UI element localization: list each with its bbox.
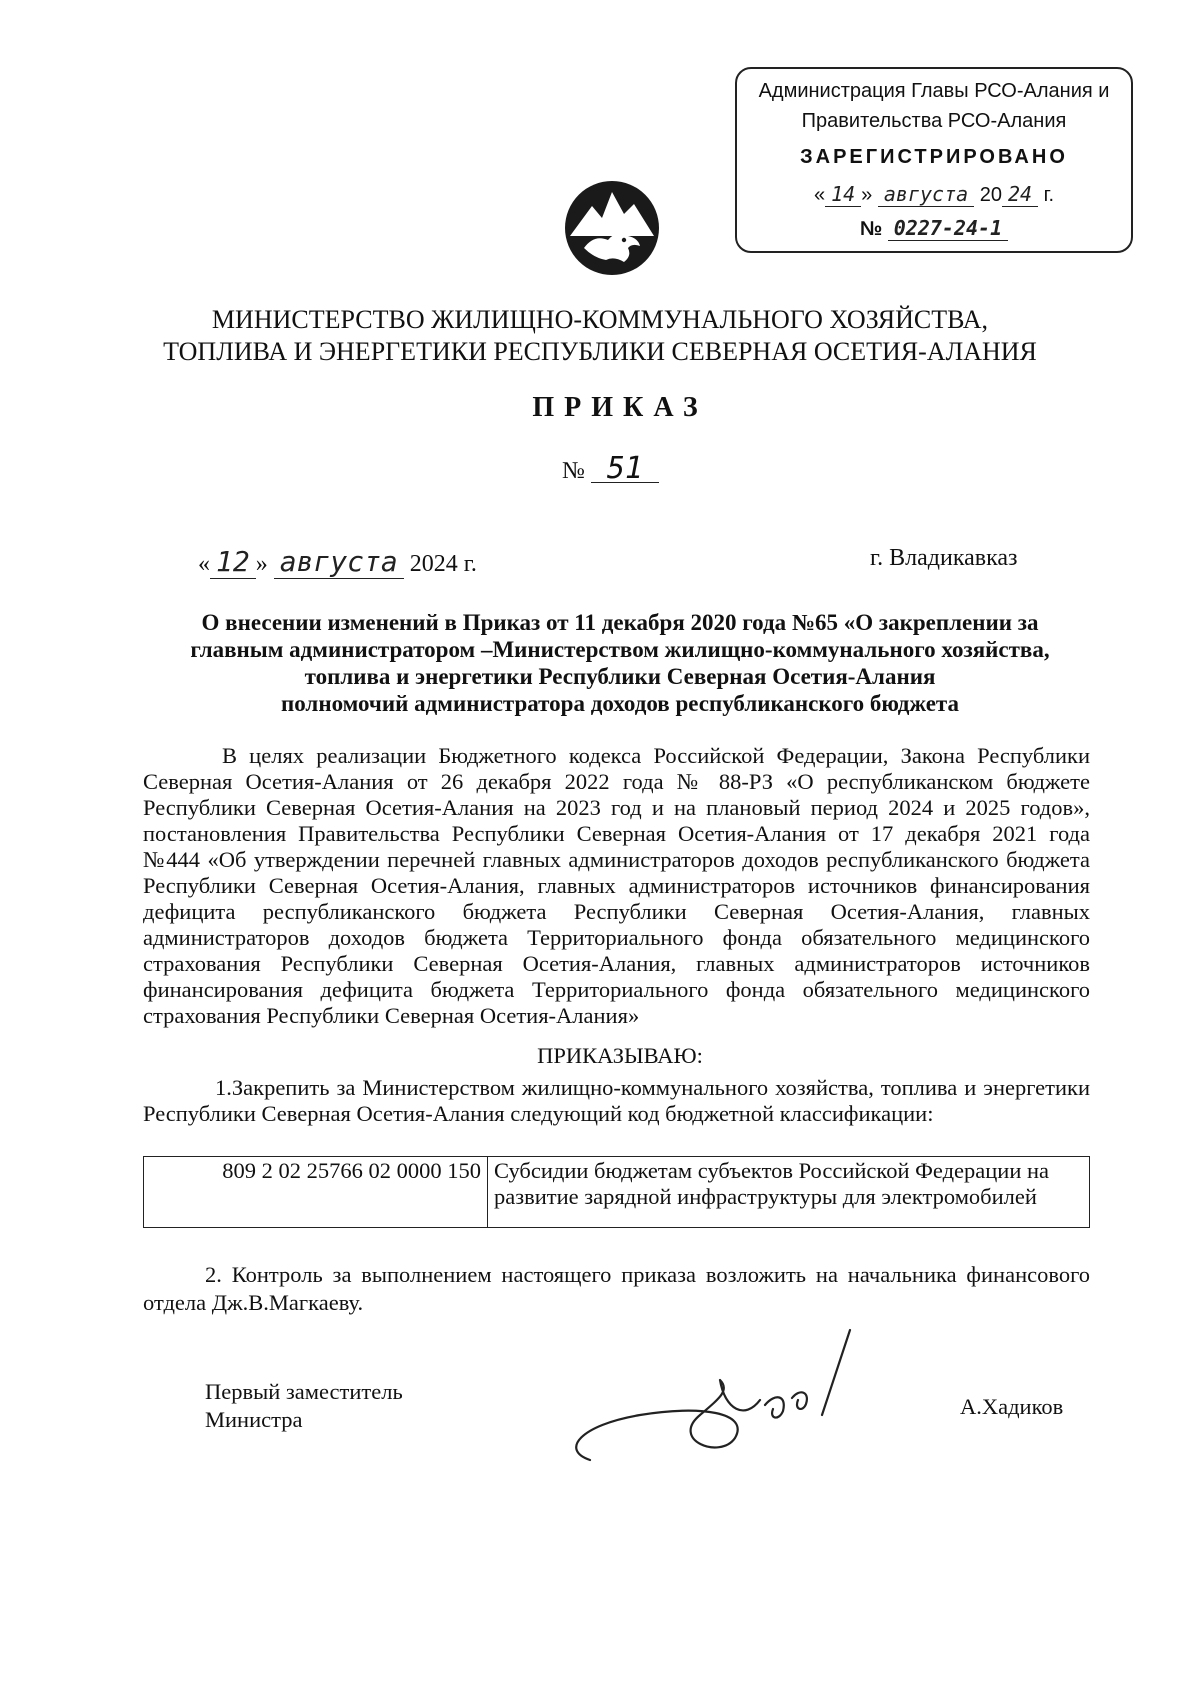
date-year: 2024 г. [409, 551, 477, 577]
order-subject [140, 609, 1100, 717]
stamp-year-suffix: 24 [1002, 182, 1038, 207]
ministry-name [120, 304, 1080, 368]
ministry-line-1: МИНИСТЕРСТВО ЖИЛИЩНО-КОММУНАЛЬНОГО ХОЗЯЙСТВА, [211, 305, 989, 334]
budget-code-table [143, 1156, 1090, 1228]
stamp-date-mid: » [861, 184, 873, 206]
stamp-status: ЗАРЕГИСТРИРОВАНО [800, 146, 1068, 168]
table-row [144, 1157, 1090, 1228]
clause-1: 1.Закрепить за Министерством жилищно-коммунального хозяйства, топлива и энергетики Республики Северная Осетия-Алания следующий код бюджетной классификации: [143, 1075, 1090, 1126]
decree-heading: ПРИКАЗЫВАЮ: [537, 1043, 703, 1068]
subject-line-1: О внесении изменений в Приказ от 11 декабря 2020 года №65 «О закреплении за [201, 610, 1039, 635]
coat-of-arms-emblem [562, 178, 662, 278]
stamp-year-prefix: 20 [979, 184, 1002, 206]
order-number-label: № [562, 458, 585, 484]
signer-position-line-1: Первый заместитель [205, 1379, 403, 1404]
budget-description-cell: Субсидии бюджетам субъектов Российской Федерации на развитие зарядной инфраструктуры для электромобилей [488, 1157, 1090, 1228]
handwritten-signature [560, 1320, 910, 1480]
order-date [198, 545, 477, 579]
stamp-year-unit: г. [1043, 184, 1055, 206]
subject-line-2: главным администратором –Министерством жилищно-коммунального хозяйства, [190, 637, 1050, 662]
date-month: августа [274, 545, 404, 579]
city: г. Владикавказ [870, 545, 1018, 571]
stamp-number [737, 216, 1131, 241]
date-close: » [255, 551, 268, 577]
document-type: ПРИКАЗ [532, 392, 708, 423]
stamp-day: 14 [825, 182, 861, 207]
stamp-line-1: Администрация Главы РСО-Алания и [758, 80, 1110, 102]
order-number [562, 451, 659, 486]
date-day: 12 [210, 545, 256, 579]
clause-2: 2. Контроль за выполнением настоящего приказа возложить на начальника финансового отдела Дж.В.Магкаеву. [143, 1262, 1090, 1315]
stamp-month: августа [878, 182, 974, 207]
date-open: « [198, 551, 210, 577]
budget-code-cell: 809 2 02 25766 02 0000 150 [144, 1157, 488, 1228]
stamp-date-open: « [813, 184, 826, 206]
subject-line-4: полномочий администратора доходов республиканского бюджета [280, 691, 959, 716]
signer-name: А.Хадиков [960, 1394, 1064, 1419]
stamp-number-label: № [859, 218, 883, 240]
ministry-line-2: ТОПЛИВА И ЭНЕРГЕТИКИ РЕСПУБЛИКИ СЕВЕРНАЯ ОСЕТИЯ-АЛАНИЯ [163, 337, 1037, 366]
preamble-paragraph: В целях реализации Бюджетного кодекса Российской Федерации, Закона Республики Северная Осетия-Алания от 26 декабря 2022 года № 88-РЗ «О республиканском бюджете Республики Северная Осетия-Алания на 2023 год и на плановый период 2024 и 2025 годов», постановления Правительства Республики Северная Осетия-Алания от 17 декабря 2021 года №444 «Об утверждении перечней главных администраторов доходов республиканского бюджета Республики Северная Осетия-Алания, главных администраторов источников финансирования дефицита республиканского бюджета Республики Северная Осетия-Алания, главных администраторов доходов бюджета Территориального фонда обязательного медицинского страхования Республики Северная Осетия-Алания, главных администраторов источников финансирования дефицита бюджета Территориального фонда обязательного медицинского страхования Республики Северная Осетия-Алания» [143, 743, 1090, 1028]
order-number-value: 51 [591, 456, 659, 483]
subject-line-3: топлива и энергетики Республики Северная Осетия-Алания [304, 664, 936, 689]
stamp-line-2: Правительства РСО-Алания [801, 110, 1067, 132]
registration-stamp [735, 67, 1133, 253]
signer-position [205, 1378, 403, 1434]
stamp-date [737, 182, 1131, 207]
signer-position-line-2: Министра [205, 1407, 303, 1432]
stamp-number-value: 0227-24-1 [888, 216, 1008, 241]
